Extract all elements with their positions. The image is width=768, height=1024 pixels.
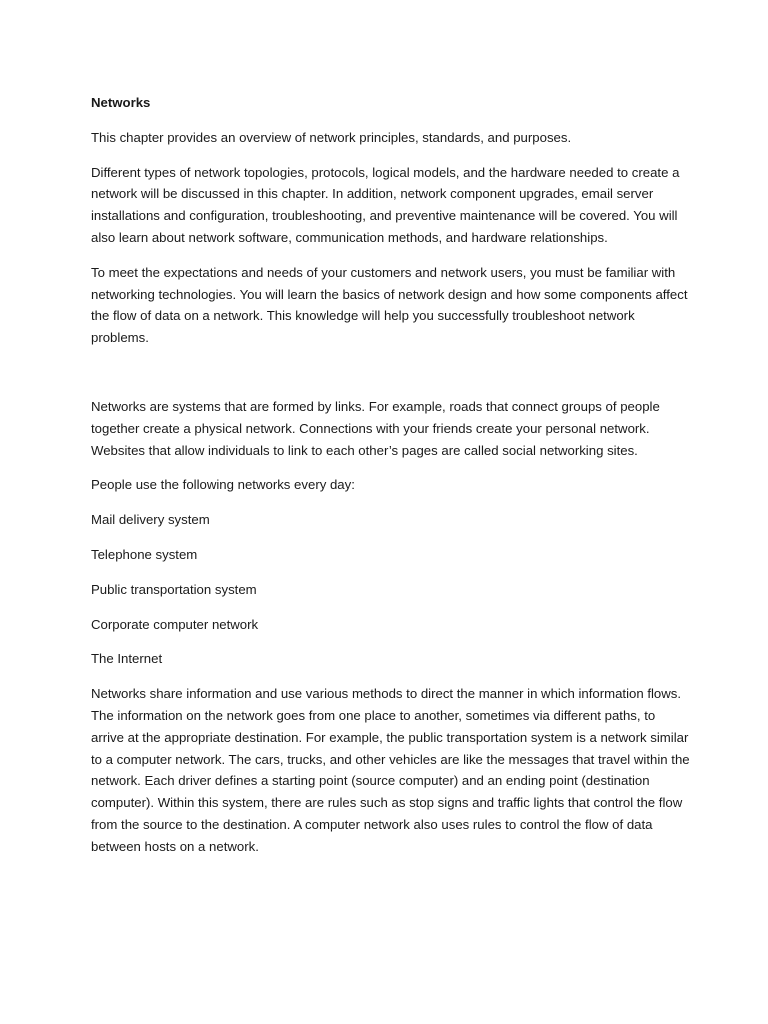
list-item: Corporate computer network xyxy=(91,616,259,632)
document-page xyxy=(91,92,691,871)
list-item: Telephone system xyxy=(91,546,198,562)
networks-definition-paragraph: Networks are systems that are formed by links. For example, roads that connect groups of people together create a physical network. Connections with your friends create your personal network. Websites that allow individuals to link to each other’s pages are called social networking sites. xyxy=(91,398,660,458)
section-spacer xyxy=(91,362,691,396)
information-flow-paragraph: Networks share information and use various methods to direct the manner in which information flows. The information on the network goes from one place to another, sometimes via different paths, to arrive at the appropriate destination. For example, the public transportation system is a network similar to a computer network. The cars, trucks, and other vehicles are like the messages that travel within the network. Each driver defines a starting point (source computer) and an ending point (destination computer). Within this system, there are rules such as stop signs and traffic lights that control the flow from the source to the destination. A computer network also uses rules to control the flow of data between hosts on a network. xyxy=(91,686,690,854)
list-item: Public transportation system xyxy=(91,581,257,597)
topologies-paragraph: Different types of network topologies, protocols, logical models, and the hardware needed to create a network will be discussed in this chapter. In addition, network component upgrades, email server installations and configuration, troubleshooting, and preventive maintenance will be covered. You will also learn about network software, communication methods, and hardware relationships. xyxy=(91,164,680,245)
list-item: Mail delivery system xyxy=(91,512,210,528)
list-item: The Internet xyxy=(91,651,163,667)
list-intro: People use the following networks every day: xyxy=(91,477,355,493)
document-title: Networks xyxy=(91,95,151,110)
intro-paragraph: This chapter provides an overview of network principles, standards, and purposes. xyxy=(91,129,572,145)
expectations-paragraph: To meet the expectations and needs of your customers and network users, you must be familiar with networking technologies. You will learn the basics of network design and how some components affect the flow of data on a network. This knowledge will help you successfully troubleshoot network problems. xyxy=(91,264,688,346)
